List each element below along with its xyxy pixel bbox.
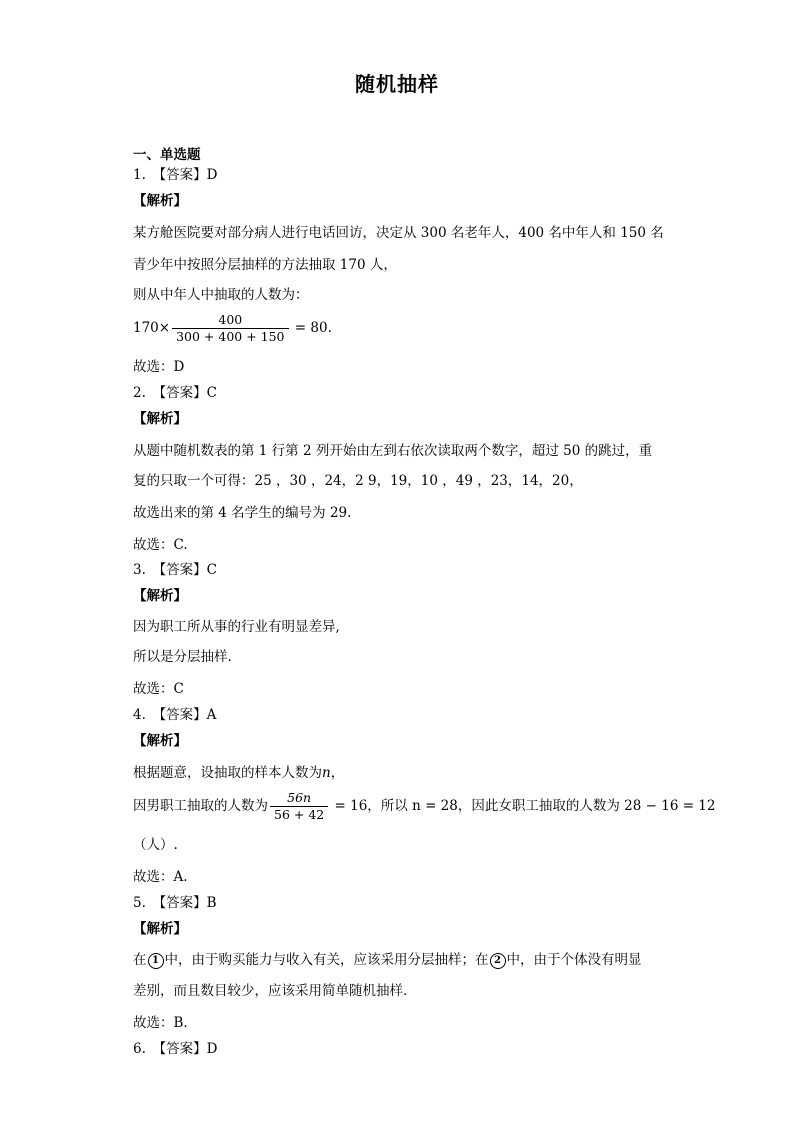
q1-formula (133, 312, 332, 345)
q4-text-2 (133, 790, 715, 823)
q4-text-2-mid: = 16，所以 n = 28，因此女职工抽取的人数为 28 − 16 = 12 (330, 798, 716, 814)
q5-text-1-a: 在 (133, 952, 147, 968)
q1-formula-suffix: = 80. (290, 320, 332, 336)
q4-fraction (270, 790, 328, 823)
q1-text-1: 某方舱医院要对部分病人进行电话回访，决定从 300 名老年人，400 名中年人和 150 名 (133, 225, 664, 241)
q1-text-2: 青少年中按照分层抽样的方法抽取 170 人， (133, 257, 397, 273)
q1-conclusion: 故选：D (133, 359, 185, 375)
q5-text-1 (133, 951, 642, 969)
q1-fraction-numerator: 400 (218, 312, 243, 327)
q4-conclusion: 故选：A. (133, 869, 188, 885)
q2-text-2: 复的只取一个可得：25 ，30 ，24，2 9，19，10 ，49 ，23，14，20， (133, 473, 583, 489)
circled-number-1: 1 (148, 953, 164, 969)
q4-text-3: （人）. (133, 837, 178, 853)
q5-analysis-label: 【解析】 (133, 921, 187, 937)
q5-text-1-c: 中，由于个体没有明显 (506, 952, 642, 968)
q5-conclusion: 故选：B． (133, 1015, 197, 1031)
q1-analysis-label: 【解析】 (133, 193, 187, 209)
q1-formula-prefix: 170× (133, 320, 171, 336)
q3-text-2: 所以是分层抽样. (133, 649, 232, 665)
q2-answer: 2. 【答案】C (133, 385, 217, 401)
q3-answer: 3. 【答案】C (133, 562, 217, 578)
q5-answer: 5. 【答案】B (133, 895, 217, 911)
q2-text-3: 故选出来的第 4 名学生的编号为 29. (133, 505, 352, 521)
q4-fraction-denominator: 56 + 42 (270, 806, 328, 823)
q1-fraction-denominator: 300 + 400 + 150 (172, 328, 288, 345)
q5-text-1-b: 中，由于购买能力与收入有关，应该采用分层抽样；在 (164, 952, 489, 968)
q4-text-1-suffix: ， (330, 765, 345, 781)
q6-answer: 6. 【答案】D (133, 1041, 218, 1057)
q5-text-2: 差别，而且数目较少，应该采用简单随机抽样． (133, 983, 417, 999)
q4-fraction-numerator: 56n (287, 790, 312, 805)
q3-text-1: 因为职工所从事的行业有明显差异, (133, 619, 340, 635)
q4-analysis-label: 【解析】 (133, 733, 187, 749)
circled-number-2: 2 (490, 953, 506, 969)
q4-answer: 4. 【答案】A (133, 707, 217, 723)
q2-conclusion: 故选：C. (133, 537, 188, 553)
q3-conclusion: 故选：C (133, 681, 184, 697)
q4-text-1 (133, 764, 344, 782)
q1-fraction (172, 312, 288, 345)
q1-text-3: 则从中年人中抽取的人数为： (133, 287, 309, 303)
q2-text-1: 从题中随机数表的第 1 行第 2 列开始由左到右依次读取两个数字，超过 50 的跳过，重 (133, 443, 653, 459)
q1-answer: 1. 【答案】D (133, 167, 218, 183)
page-title: 随机抽样 (355, 72, 439, 96)
q4-text-1-prefix: 根据题意，设抽取的样本人数为 (133, 765, 322, 781)
q4-text-2-prefix: 因男职工抽取的人数为 (133, 798, 268, 814)
q3-analysis-label: 【解析】 (133, 588, 187, 604)
section-heading: 一、单选题 (133, 147, 201, 163)
q4-variable-n: n (322, 765, 331, 781)
q2-analysis-label: 【解析】 (133, 411, 187, 427)
